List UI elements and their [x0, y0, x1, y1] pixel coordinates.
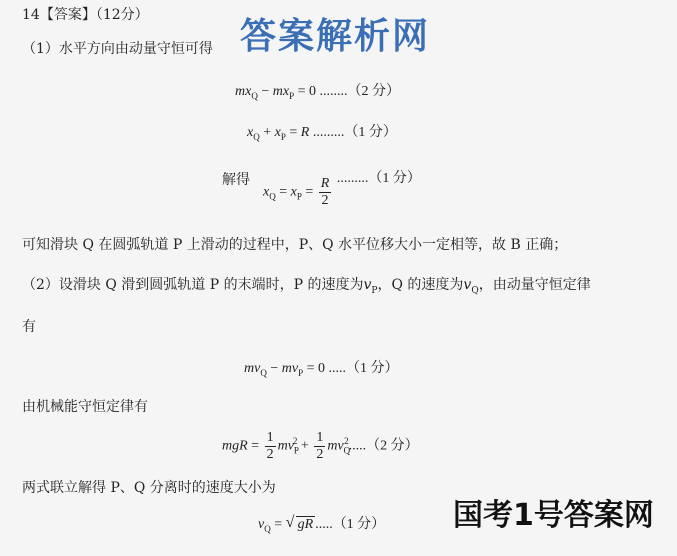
watermark-top: 答案解析网 [240, 16, 431, 57]
answer-header: 14【答案】（12分） [22, 7, 149, 23]
equation-energy-conservation: mgR = $\frac{1}{2}$ $mv_P^2$ + $\frac{1}{2}$ $mv_Q^2.....(2$ 分） [222, 430, 419, 462]
combined-label: 两式联立解得 P、Q 分离时的速度大小为 [22, 480, 276, 496]
equation-score: （1 分） [332, 517, 386, 532]
equation-score: （1 分） [344, 125, 397, 140]
solve-label: 解得 [222, 172, 250, 188]
watermark-bottom: 国考1号答案网 [453, 498, 654, 533]
energy-label: 由机械能守恒定律有 [22, 399, 148, 415]
equation-displacement-result: $x_Q = x_P$ = $\frac{R}{2}$ .........（1 分） [263, 170, 421, 208]
equation-score: （1 分） [368, 170, 421, 186]
part2-intro-continued: 有 [22, 319, 36, 335]
part1-intro: （1）水平方向由动量守恒可得 [22, 41, 213, 57]
part1-conclusion: 可知滑块 Q 在圆弧轨道 P 上滑动的过程中，P、Q 水平位移大小一定相等，故 B 正确； [22, 237, 568, 253]
equation-score: （1 分） [345, 361, 399, 376]
equation-momentum-displacement: $mx_Q - mx_P = 0$ ........（2 分） [235, 84, 400, 101]
equation-displacement-sum: $x_Q + x_P = R$ .........（1 分） [247, 125, 397, 142]
equation-score: （2 分） [347, 84, 400, 99]
part2-intro: （2）设滑块 Q 滑到圆弧轨道 P 的末端时，P 的速度为$v_P$，Q 的速度为$v_Q$，由动量守恒定律 [22, 277, 591, 296]
equation-momentum-velocity: $mv_Q - mv_P = 0$ .....（1 分） [244, 361, 399, 378]
equation-score: （2 分） [366, 438, 419, 454]
equation-velocity-result: $v_Q$ = √ gR .....（1 分） [258, 514, 386, 534]
